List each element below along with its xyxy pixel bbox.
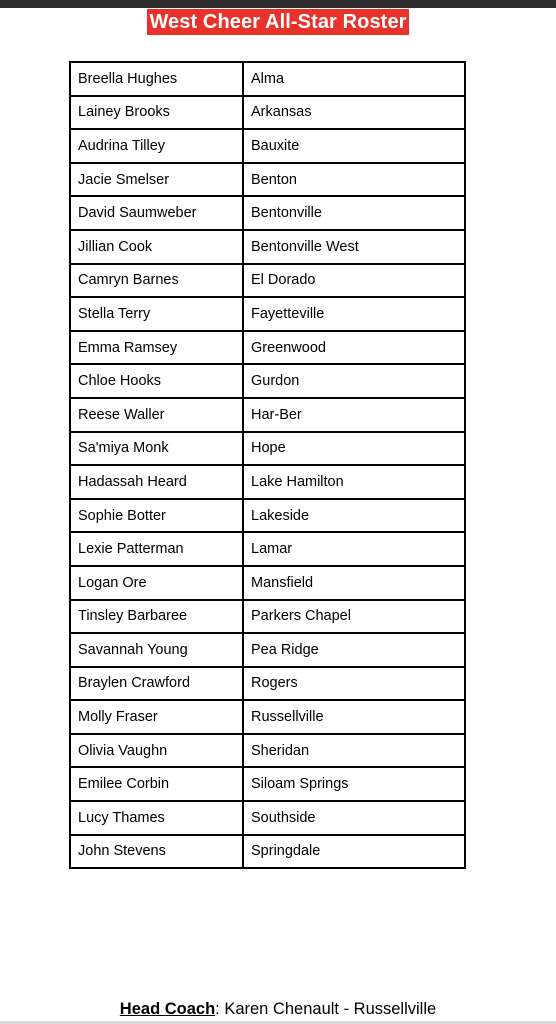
member-school-cell: Alma [243, 62, 465, 96]
member-name-cell: Braylen Crawford [70, 667, 243, 701]
table-row [70, 264, 465, 298]
member-name-cell: Camryn Barnes [70, 264, 243, 298]
table-row [70, 364, 465, 398]
member-school-cell: El Dorado [243, 264, 465, 298]
table-row [70, 700, 465, 734]
table-row [70, 667, 465, 701]
head-coach-separator: : [215, 1000, 225, 1018]
member-school-cell: Pea Ridge [243, 633, 465, 667]
member-name-cell: Lexie Patterman [70, 532, 243, 566]
member-name-cell: David Saumweber [70, 196, 243, 230]
member-name-cell: John Stevens [70, 835, 243, 869]
table-row [70, 532, 465, 566]
member-name-cell: Audrina Tilley [70, 129, 243, 163]
table-row [70, 767, 465, 801]
member-school-cell: Fayetteville [243, 297, 465, 331]
table-row [70, 835, 465, 869]
table-row [70, 499, 465, 533]
member-name-cell: Emilee Corbin [70, 767, 243, 801]
table-row [70, 129, 465, 163]
table-row [70, 432, 465, 466]
member-name-cell: Stella Terry [70, 297, 243, 331]
member-name-cell: Chloe Hooks [70, 364, 243, 398]
member-name-cell: Molly Fraser [70, 700, 243, 734]
head-coach-label: Head Coach [119, 1000, 216, 1018]
head-coach-value: Karen Chenault - Russellville [224, 1000, 437, 1018]
roster-table [69, 61, 466, 869]
member-name-cell: Sa'miya Monk [70, 432, 243, 466]
member-name-cell: Reese Waller [70, 398, 243, 432]
member-school-cell: Springdale [243, 835, 465, 869]
member-school-cell: Lakeside [243, 499, 465, 533]
title-area [0, 9, 556, 35]
member-name-cell: Olivia Vaughn [70, 734, 243, 768]
table-row [70, 297, 465, 331]
member-school-cell: Greenwood [243, 331, 465, 365]
member-name-cell: Sophie Botter [70, 499, 243, 533]
table-row [70, 633, 465, 667]
member-name-cell: Jillian Cook [70, 230, 243, 264]
member-school-cell: Har-Ber [243, 398, 465, 432]
table-row [70, 331, 465, 365]
table-row [70, 600, 465, 634]
table-row [70, 398, 465, 432]
member-school-cell: Lake Hamilton [243, 465, 465, 499]
member-school-cell: Bauxite [243, 129, 465, 163]
table-row [70, 734, 465, 768]
top-bar [0, 0, 556, 8]
member-school-cell: Gurdon [243, 364, 465, 398]
member-name-cell: Tinsley Barbaree [70, 600, 243, 634]
member-school-cell: Arkansas [243, 96, 465, 130]
page-title: West Cheer All-Star Roster [149, 11, 407, 33]
table-row [70, 196, 465, 230]
member-school-cell: Bentonville [243, 196, 465, 230]
member-name-cell: Hadassah Heard [70, 465, 243, 499]
table-row [70, 465, 465, 499]
roster-table-body [70, 62, 465, 868]
table-row [70, 230, 465, 264]
head-coach-line [0, 998, 556, 1020]
member-school-cell: Bentonville West [243, 230, 465, 264]
member-name-cell: Lucy Thames [70, 801, 243, 835]
member-school-cell: Mansfield [243, 566, 465, 600]
member-name-cell: Breella Hughes [70, 62, 243, 96]
member-school-cell: Benton [243, 163, 465, 197]
member-school-cell: Lamar [243, 532, 465, 566]
table-row [70, 163, 465, 197]
member-name-cell: Logan Ore [70, 566, 243, 600]
member-school-cell: Rogers [243, 667, 465, 701]
member-school-cell: Hope [243, 432, 465, 466]
member-school-cell: Siloam Springs [243, 767, 465, 801]
member-school-cell: Russellville [243, 700, 465, 734]
member-school-cell: Southside [243, 801, 465, 835]
table-row [70, 566, 465, 600]
member-school-cell: Sheridan [243, 734, 465, 768]
table-row [70, 801, 465, 835]
table-row [70, 62, 465, 96]
member-name-cell: Jacie Smelser [70, 163, 243, 197]
member-name-cell: Lainey Brooks [70, 96, 243, 130]
member-name-cell: Emma Ramsey [70, 331, 243, 365]
member-name-cell: Savannah Young [70, 633, 243, 667]
table-row [70, 96, 465, 130]
member-school-cell: Parkers Chapel [243, 600, 465, 634]
